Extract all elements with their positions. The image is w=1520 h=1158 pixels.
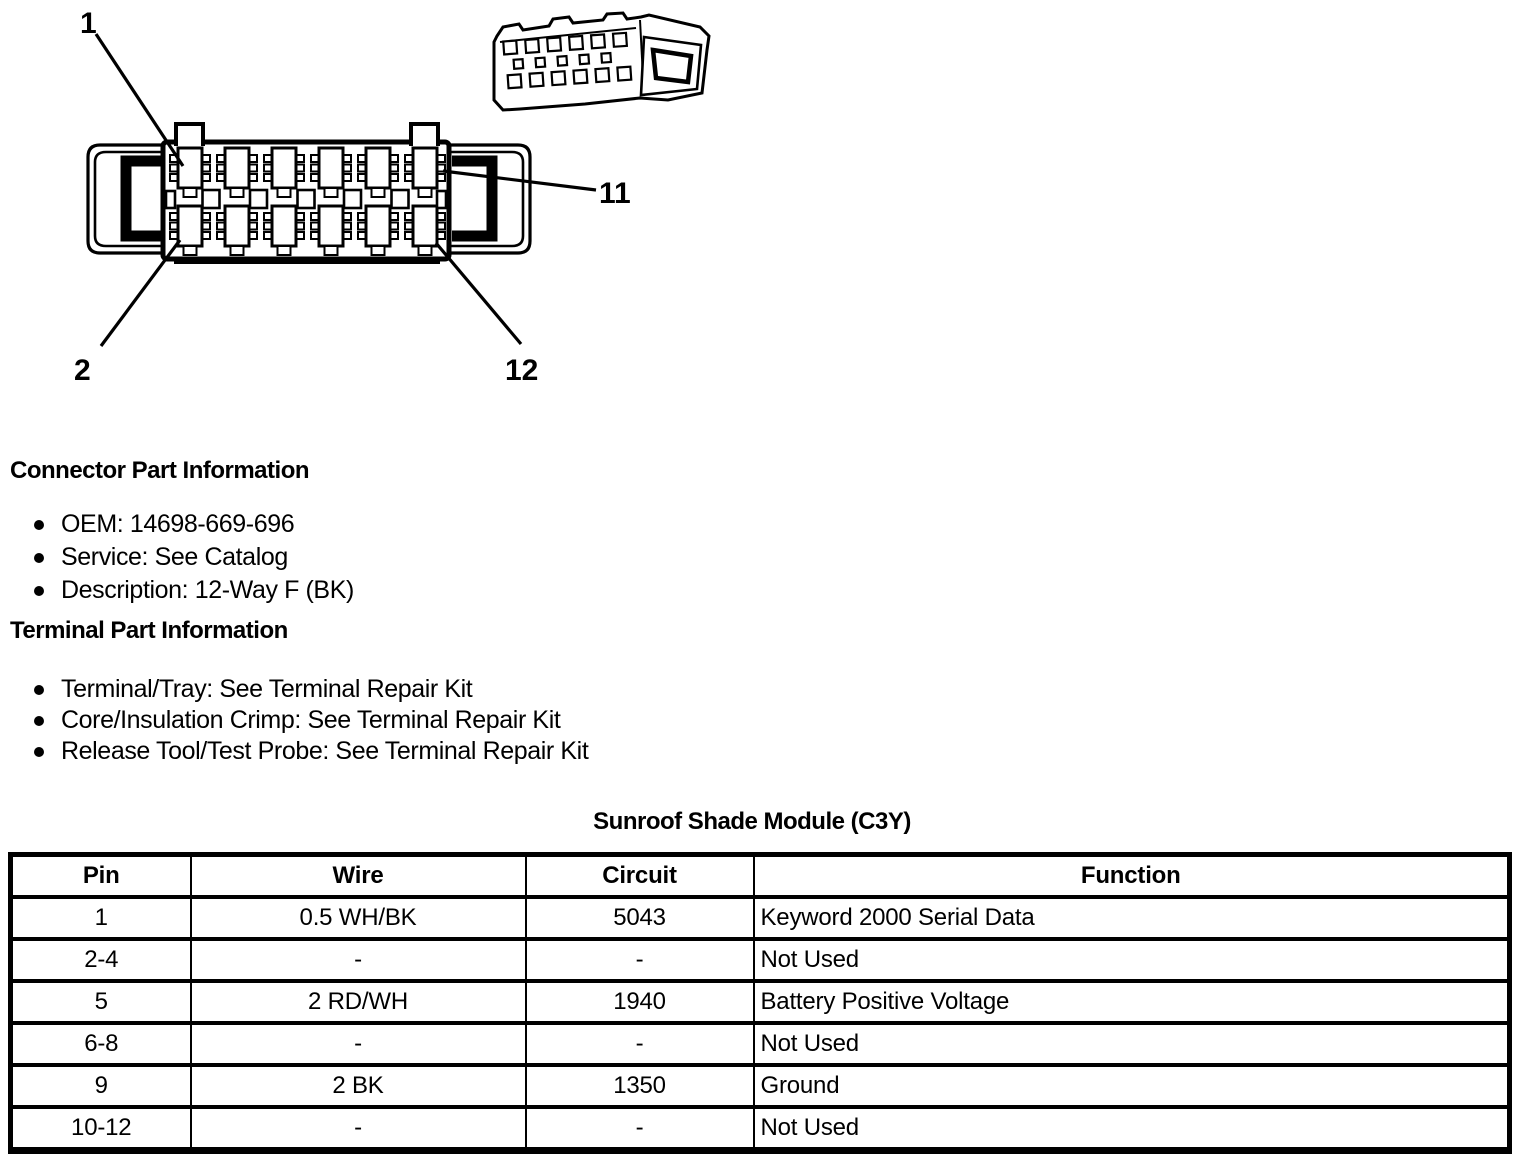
pinout-table-container xyxy=(8,852,1512,1154)
cell-pin: 5 xyxy=(11,981,191,1023)
bullet-text: Service: See Catalog xyxy=(61,543,288,571)
callout-leader-line xyxy=(436,243,521,344)
cell-wire: 2 BK xyxy=(191,1065,526,1107)
bullet-text: Terminal/Tray: See Terminal Repair Kit xyxy=(61,675,473,703)
table-row xyxy=(11,939,1510,981)
cell-pin: 9 xyxy=(11,1065,191,1107)
bullet-text: OEM: 14698-669-696 xyxy=(61,510,295,538)
bullet-item xyxy=(34,674,588,705)
cell-circuit: - xyxy=(526,1107,754,1151)
table-header-row xyxy=(11,855,1510,898)
pinout-table xyxy=(8,852,1512,1154)
cell-function: Not Used xyxy=(754,939,1510,981)
cell-wire: 0.5 WH/BK xyxy=(191,897,526,939)
cell-wire: 2 RD/WH xyxy=(191,981,526,1023)
terminal-part-info-heading: Terminal Part Information xyxy=(10,617,288,644)
bullet-item xyxy=(34,705,588,736)
bullet-item xyxy=(34,508,354,541)
bullet-icon xyxy=(34,553,44,563)
column-header-pin: Pin xyxy=(11,855,191,898)
cell-circuit: 1350 xyxy=(526,1065,754,1107)
bullet-text: Core/Insulation Crimp: See Terminal Repair Kit xyxy=(61,706,561,734)
table-row xyxy=(11,1023,1510,1065)
table-title: Sunroof Shade Module (C3Y) xyxy=(593,808,911,835)
column-header-function: Function xyxy=(754,855,1510,898)
cell-circuit: - xyxy=(526,939,754,981)
cell-function: Ground xyxy=(754,1065,1510,1107)
cell-circuit: - xyxy=(526,1023,754,1065)
callout-leader-line xyxy=(101,240,180,346)
cell-circuit: 1940 xyxy=(526,981,754,1023)
bullet-item xyxy=(34,541,354,574)
table-row xyxy=(11,1065,1510,1107)
callout-leader-line xyxy=(443,171,596,190)
bullet-item xyxy=(34,736,588,767)
table-row xyxy=(11,897,1510,939)
terminal-part-info-list xyxy=(34,674,588,767)
bullet-icon xyxy=(34,520,44,530)
cell-pin: 6-8 xyxy=(11,1023,191,1065)
bullet-text: Description: 12-Way F (BK) xyxy=(61,576,354,604)
bullet-icon xyxy=(34,685,44,695)
bullet-item xyxy=(34,574,354,607)
cell-function: Keyword 2000 Serial Data xyxy=(754,897,1510,939)
cell-pin: 2-4 xyxy=(11,939,191,981)
pin-1-callout-label: 1 xyxy=(80,7,97,40)
cell-wire: - xyxy=(191,939,526,981)
cell-function: Battery Positive Voltage xyxy=(754,981,1510,1023)
connector-isometric-view-drawing xyxy=(494,13,709,110)
pin-12-callout-label: 12 xyxy=(505,354,539,387)
column-header-wire: Wire xyxy=(191,855,526,898)
cell-wire: - xyxy=(191,1107,526,1151)
cell-pin: 1 xyxy=(11,897,191,939)
cell-function: Not Used xyxy=(754,1023,1510,1065)
table-row xyxy=(11,1107,1510,1151)
column-header-circuit: Circuit xyxy=(526,855,754,898)
pin-11-callout-label: 11 xyxy=(599,177,631,210)
connector-part-info-list xyxy=(34,508,354,607)
pin-2-callout-label: 2 xyxy=(74,354,91,387)
connector-diagram xyxy=(0,0,760,400)
bullet-icon xyxy=(34,586,44,596)
cell-pin: 10-12 xyxy=(11,1107,191,1151)
cell-function: Not Used xyxy=(754,1107,1510,1151)
bullet-text: Release Tool/Test Probe: See Terminal Repair Kit xyxy=(61,737,589,765)
connector-part-info-heading: Connector Part Information xyxy=(10,457,310,484)
bullet-icon xyxy=(34,747,44,757)
cell-circuit: 5043 xyxy=(526,897,754,939)
cell-wire: - xyxy=(191,1023,526,1065)
connector-front-view-drawing xyxy=(88,124,530,261)
table-row xyxy=(11,981,1510,1023)
bullet-icon xyxy=(34,716,44,726)
